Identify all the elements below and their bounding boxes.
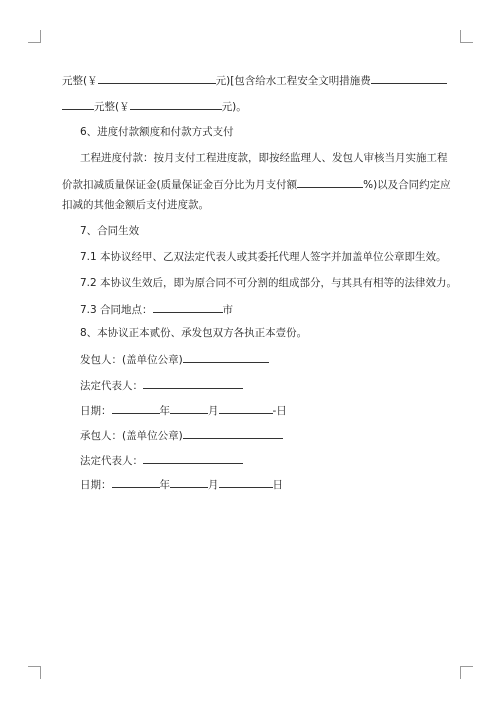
crop-mark-bottom-right <box>460 666 473 679</box>
employer-signature-line <box>80 351 269 367</box>
text-segment: 月 <box>208 479 219 491</box>
text-segment: 法定代表人： <box>80 380 143 392</box>
blank-legal-rep-1 <box>143 377 243 389</box>
text-segment: 承包人：(盖单位公章) <box>80 430 183 442</box>
text-segment: 元)[包含给水工程安全文明措施费 <box>215 75 371 87</box>
blank-month <box>170 402 208 414</box>
clause-7-1: 7.1 本协议经甲、乙双法定代表人或其委托代理人签字并加盖单位公章即生效。 <box>80 251 447 263</box>
text-segment: 法定代表人： <box>80 455 143 467</box>
text-segment: 日期： <box>80 405 112 417</box>
crop-mark-bottom-left <box>28 666 41 679</box>
text-segment: 元整(￥ <box>62 75 98 87</box>
blank-percent <box>297 176 363 188</box>
employer-legal-rep-line <box>80 377 243 393</box>
paragraph-line: 扣减的其他金额后支付进度款。 <box>62 199 209 211</box>
employer-date-line <box>80 402 287 418</box>
crop-mark-top-right <box>460 30 473 43</box>
blank-city <box>153 301 223 313</box>
contractor-legal-rep-line <box>80 452 243 468</box>
blank-amount-2 <box>62 98 94 110</box>
clause-7-2: 7.2 本协议生效后，即为原合同不可分割的组成部分，与其具有相等的法律效力。 <box>80 277 458 289</box>
clause-7-3 <box>80 301 233 317</box>
text-segment: 元整(￥ <box>94 101 130 113</box>
contractor-signature-line <box>80 427 283 443</box>
section-7-heading: 7、合同生效 <box>80 225 140 237</box>
text-segment: 发包人：(盖单位公章) <box>80 354 183 366</box>
contractor-date-line <box>80 476 283 492</box>
text-segment: 价款扣减质量保证金(质量保证金百分比为月支付额 <box>62 179 298 191</box>
text-segment: 月 <box>208 405 219 417</box>
blank-day <box>219 402 273 414</box>
text-segment: 日期： <box>80 479 112 491</box>
blank-month <box>170 476 208 488</box>
blank-amount-1 <box>98 72 216 84</box>
text-segment: 年 <box>159 405 170 417</box>
blank-year <box>112 402 160 414</box>
blank-amount-3 <box>130 98 222 110</box>
amount-line-2 <box>62 98 247 114</box>
blank-day <box>219 476 273 488</box>
section-8-heading: 8、本协议正本贰份、承发包双方各执正本壹份。 <box>80 327 308 339</box>
blank-fee <box>371 72 447 84</box>
paragraph-line <box>62 176 451 192</box>
blank-year <box>112 476 160 488</box>
blank-contractor <box>183 427 283 439</box>
text-segment: 日 <box>272 479 283 491</box>
text-segment: 市 <box>222 304 234 316</box>
text-segment: 7.3 合同地点： <box>80 304 153 316</box>
blank-employer <box>183 351 269 363</box>
section-6-heading: 6、进度付款额度和付款方式支付 <box>80 126 234 138</box>
blank-legal-rep-2 <box>143 452 243 464</box>
text-segment: -日 <box>272 405 287 417</box>
crop-mark-top-left <box>28 30 41 43</box>
paragraph-line: 工程进度付款：按月支付工程进度款，即按经监理人、发包人审核当月实施工程 <box>80 152 448 164</box>
text-segment: 年 <box>159 479 170 491</box>
amount-line-1 <box>62 72 447 88</box>
text-segment: 元)。 <box>221 101 247 113</box>
text-segment: %)以及合同约定应 <box>363 179 451 191</box>
